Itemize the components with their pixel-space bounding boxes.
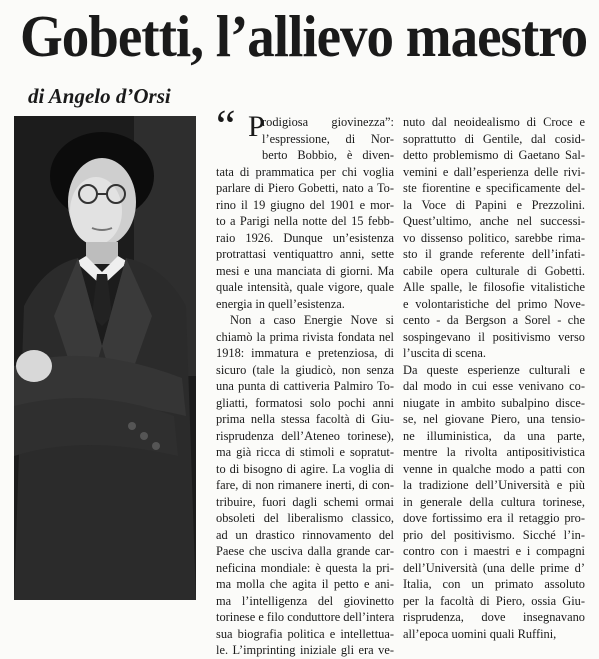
text-line: niugate in ambito subalpino disce- (403, 395, 585, 410)
text-line: 1918: immatura e pretenziosa, di (216, 346, 394, 360)
text-line: risprudenza, dove insegnavano (403, 610, 585, 624)
text-line: Italia, con un primato assoluto (403, 577, 585, 591)
text-line: ma molla che agita il petto e ani- (216, 577, 394, 591)
text-line: in generale della cultura torinese, (403, 494, 585, 509)
text-line: e volontaristiche del primo Nove- (403, 296, 585, 311)
text-line: risprudenza dell’Ateneo torinese), (216, 428, 394, 443)
text-line: tata di prammatica per chi voglia (216, 164, 394, 179)
text-line: sicuro (tale la giudicò, non senza (216, 362, 394, 377)
text-line: la tradizione dell’Università e più (403, 478, 585, 492)
drop-cap: P (248, 110, 265, 143)
text-line: per la facoltà di Piero, ossia Giu- (403, 593, 585, 608)
text-line: vo dissenso politico, sarebbe rima- (403, 230, 585, 245)
text-line: soprattutto di Gentile, dal cosid- (403, 131, 585, 146)
text-line: mentre la rivolta antipositivistica (403, 445, 585, 459)
text-line: tribuire, fuori dagli schemi ormai (216, 494, 394, 509)
text-line: ad un drastico rinnovamento del (216, 527, 394, 542)
text-line: gliatti, formatosi solo pochi anni (216, 395, 394, 410)
text-line: Quest’ultimo, anche nel successi- (403, 214, 585, 228)
text-line: berto Bobbio, è diven- (262, 148, 394, 162)
portrait-photo (14, 116, 196, 600)
text-line: raio 1926. Dunque un’esistenza (216, 230, 394, 245)
text-line: to di bisogno di agire. La voglia di (216, 461, 394, 476)
text-line: rino il 19 giugno del 1901 e mor- (216, 197, 394, 212)
text-line: protrattasi ventiquattro anni, sette (216, 247, 394, 261)
text-line: obsoleti del liberalismo classico, (216, 511, 394, 525)
text-line: Non a caso Energie Nove si (230, 313, 394, 327)
drop-quote-mark: “ (216, 101, 232, 150)
article-title: Gobetti, l’allievo maestro (20, 3, 588, 69)
text-line: chiamò la prima rivista fondata nel (216, 329, 394, 344)
text-line: Paese che usciva dalla grande car- (216, 544, 394, 558)
text-line: dove fortissimo era il retaggio pro- (403, 511, 585, 525)
article-column-middle (216, 110, 395, 659)
text-line: ma già ricca di stimoli e sopratut- (216, 445, 394, 459)
text-line: ste fiorentine e specificamente del- (403, 181, 585, 195)
article-byline: di Angelo d’Orsi (28, 84, 171, 108)
text-line: dal modo in cui esse venivano co- (403, 379, 585, 393)
text-line: dell’Università (una delle prime d’ (403, 560, 585, 575)
text-line: quale intensità, quale vigore, quale (216, 280, 394, 294)
article-column-right (403, 114, 585, 642)
text-line: se, nel giovane Piero, una tensio- (403, 412, 585, 426)
text-line: torinese e filo conduttore dell’intera (216, 610, 395, 624)
text-line: ne illuministica, da una parte, (403, 428, 585, 443)
text-line: ma l’intelligenza del giovinetto (216, 593, 394, 608)
text-line: la Voce di Papini e Prezzolini. (403, 197, 585, 212)
text-line: l’espressione, di Nor- (262, 131, 394, 146)
text-line: le. L’imprinting iniziale gli era ve- (216, 643, 394, 657)
text-line: sospingevano il positivismo verso (403, 329, 585, 344)
text-line: vemini e dall’esperienza delle rivi- (403, 164, 585, 179)
text-line: parlare di Piero Gobetti, nato a To- (216, 181, 394, 195)
text-line: nuto dal neoidealismo di Croce e (403, 115, 585, 129)
text-line: fare, di non rimanere inerti, di con- (216, 478, 394, 492)
text-line: sua biografia politica e intellettua- (216, 626, 394, 641)
text-line: una punta di cattiveria Palmiro To- (216, 379, 394, 393)
text-line: Alle spalle, le filosofie vitalistiche (403, 280, 585, 294)
text-line: rodigiosa giovinezza”: (262, 115, 394, 129)
text-line: prio del positivismo. Sicché l’in- (403, 527, 585, 542)
text-line: neficina mondiale: è questa la pri- (216, 560, 394, 575)
text-line: sto il grande referente dell’infati- (403, 247, 585, 261)
text-line: mesi e una manciata di giorni. Ma (216, 263, 394, 278)
text-line: l’uscita di scena. (403, 346, 486, 360)
text-line: cabile opera culturale di Gobetti. (403, 263, 585, 278)
text-line: all’epoca uomini quali Ruffini, (403, 626, 557, 641)
text-line: detto problemismo di Gaetano Sal- (403, 148, 585, 162)
text-line: energia in quell’esistenza. (216, 296, 345, 311)
text-line: cento - da Bergson a Sorel - che (403, 313, 585, 327)
text-line: Da queste esperienze culturali e (403, 362, 585, 377)
text-line: prima nella stessa facoltà di Giu- (216, 412, 394, 426)
text-line: venne in qualche modo a patti con (403, 461, 585, 476)
text-line: contro con i maestri e i compagni (403, 544, 585, 558)
text-line: to a Parigi nella notte del 15 febb- (216, 214, 394, 228)
